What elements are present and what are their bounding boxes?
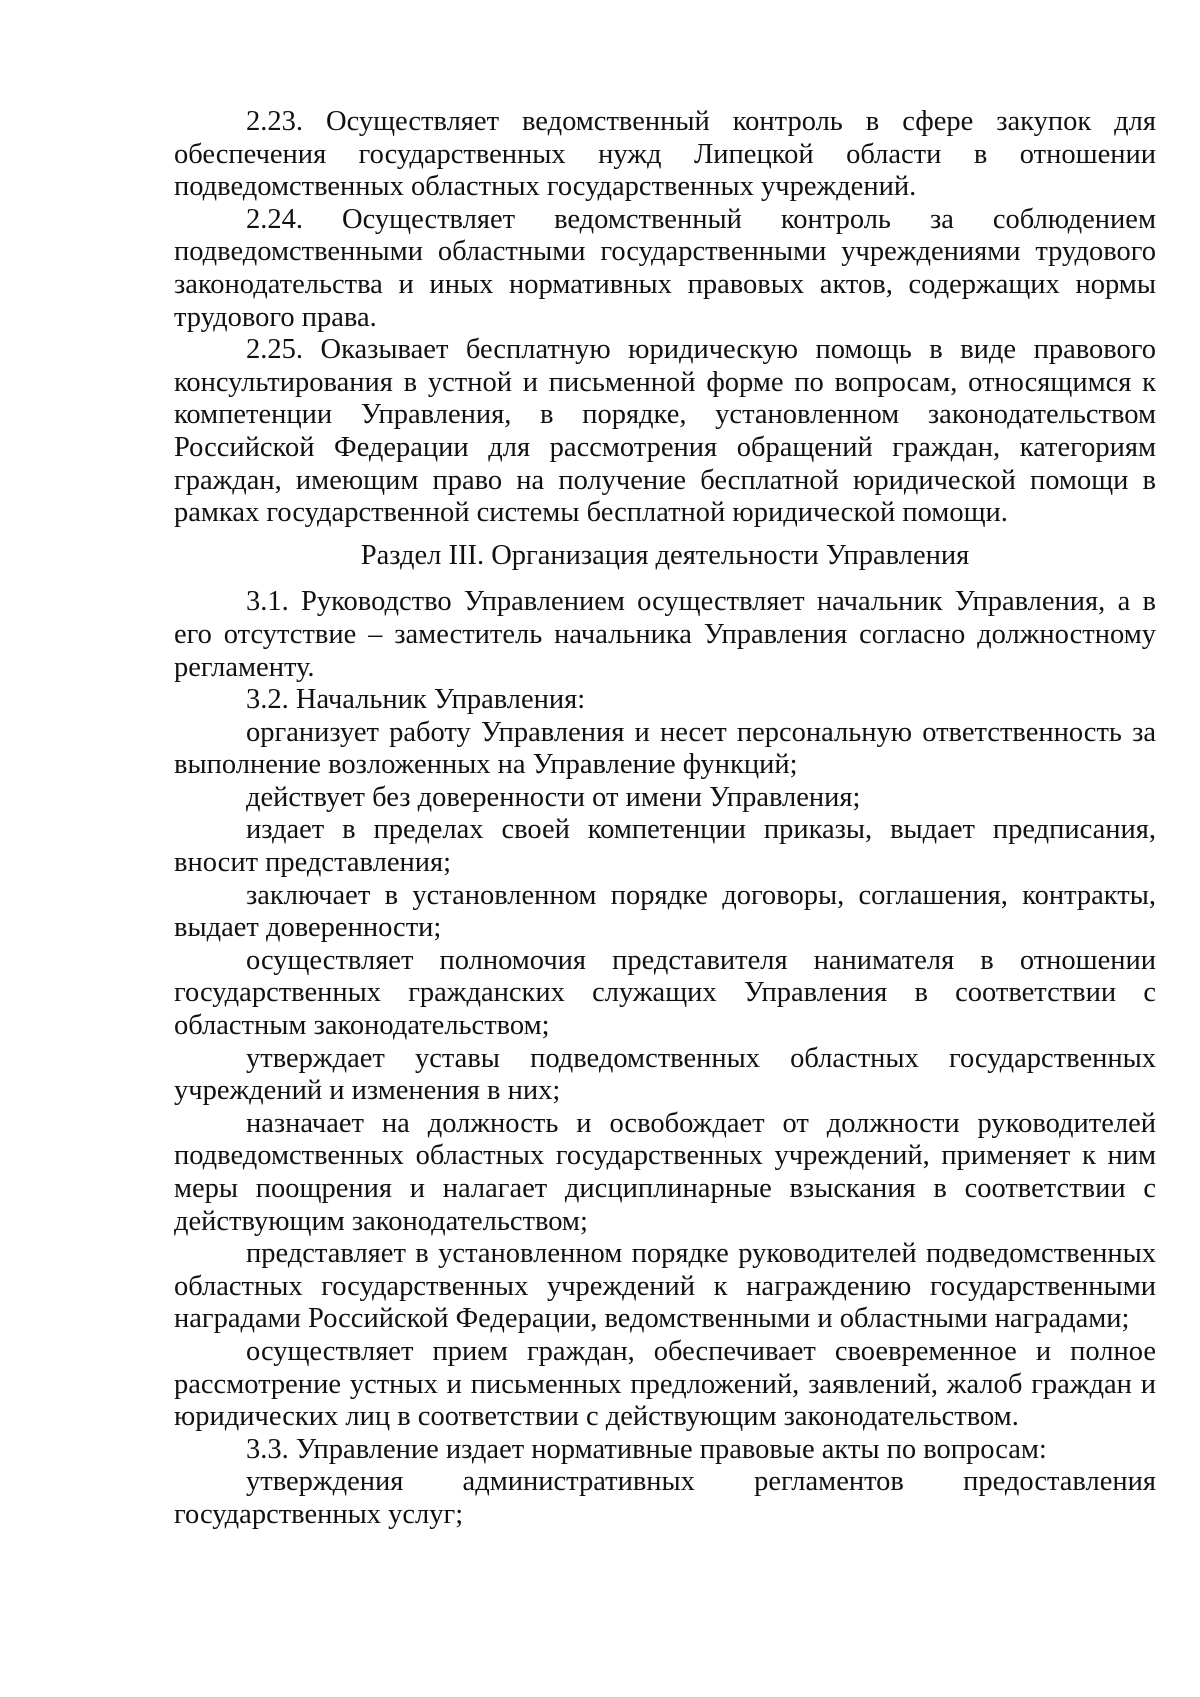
paragraph-2-23: 2.23. Осуществляет ведомственный контроль в сфере закупок для обеспечения государственных нужд Липецкой области в отношении подведомственных областных государственных учреждений.: [174, 106, 1156, 203]
list-item: заключает в установленном порядке договоры, соглашения, контракты, выдает доверенности;: [174, 879, 1156, 944]
list-item: издает в пределах своей компетенции приказы, выдает предписания, вносит представления;: [174, 814, 1156, 879]
list-item: осуществляет прием граждан, обеспечивает своевременное и полное рассмотрение устных и письменных предложений, заявлений, жалоб граждан и юридических лиц в соответствии с действующим законодательством.: [174, 1335, 1156, 1433]
list-item: представляет в установленном порядке руководителей подведомственных областных государственных учреждений к награждению государственными наградами Российской Федерации, ведомственными и областными наградами;: [174, 1238, 1156, 1335]
list-item: действует без доверенности от имени Управления;: [246, 781, 861, 813]
list-item: назначает на должность и освобождает от должности руководителей подведомственных областных государственных учреждений, применяет к ним меры поощрения и налагает дисциплинарные взыскания в соответствии с действующим законодательством;: [174, 1107, 1156, 1237]
paragraph-3-3: 3.3. Управление издает нормативные правовые акты по вопросам:: [246, 1433, 1047, 1465]
paragraph-2-25: 2.25. Оказывает бесплатную юридическую помощь в виде правового консультирования в устной и письменной форме по вопросам, относящимся к компетенции Управления, в порядке, установленном законодательством Российской Федерации для рассмотрения обращений граждан, категориям граждан, имеющим право на получение бесплатной юридической помощи в рамках государственной системы бесплатной юридической помощи.: [174, 334, 1156, 529]
section-heading: Раздел III. Организация деятельности Управления: [360, 539, 970, 571]
list-item: утверждает уставы подведомственных областных государственных учреждений и изменения в них;: [174, 1042, 1156, 1107]
list-item: осуществляет полномочия представителя нанимателя в отношении государственных гражданских служащих Управления в соответствии с областным законодательством;: [174, 944, 1156, 1042]
paragraph-3-2: 3.2. Начальник Управления:: [246, 684, 586, 716]
list-item: утверждения административных регламентов предоставления государственных услуг;: [174, 1466, 1156, 1530]
paragraph-2-24: 2.24. Осуществляет ведомственный контроль за соблюдением подведомственными областными государственными учреждениями трудового законодательства и иных нормативных правовых актов, содержащих нормы трудового права.: [174, 203, 1156, 333]
list-item: организует работу Управления и несет персональную ответственность за выполнение возложенных на Управление функций;: [174, 716, 1156, 781]
document-page: [174, 106, 1156, 1532]
paragraph-3-1: 3.1. Руководство Управлением осуществляет начальник Управления, а в его отсутствие – заместитель начальника Управления согласно должностному регламенту.: [174, 586, 1156, 683]
